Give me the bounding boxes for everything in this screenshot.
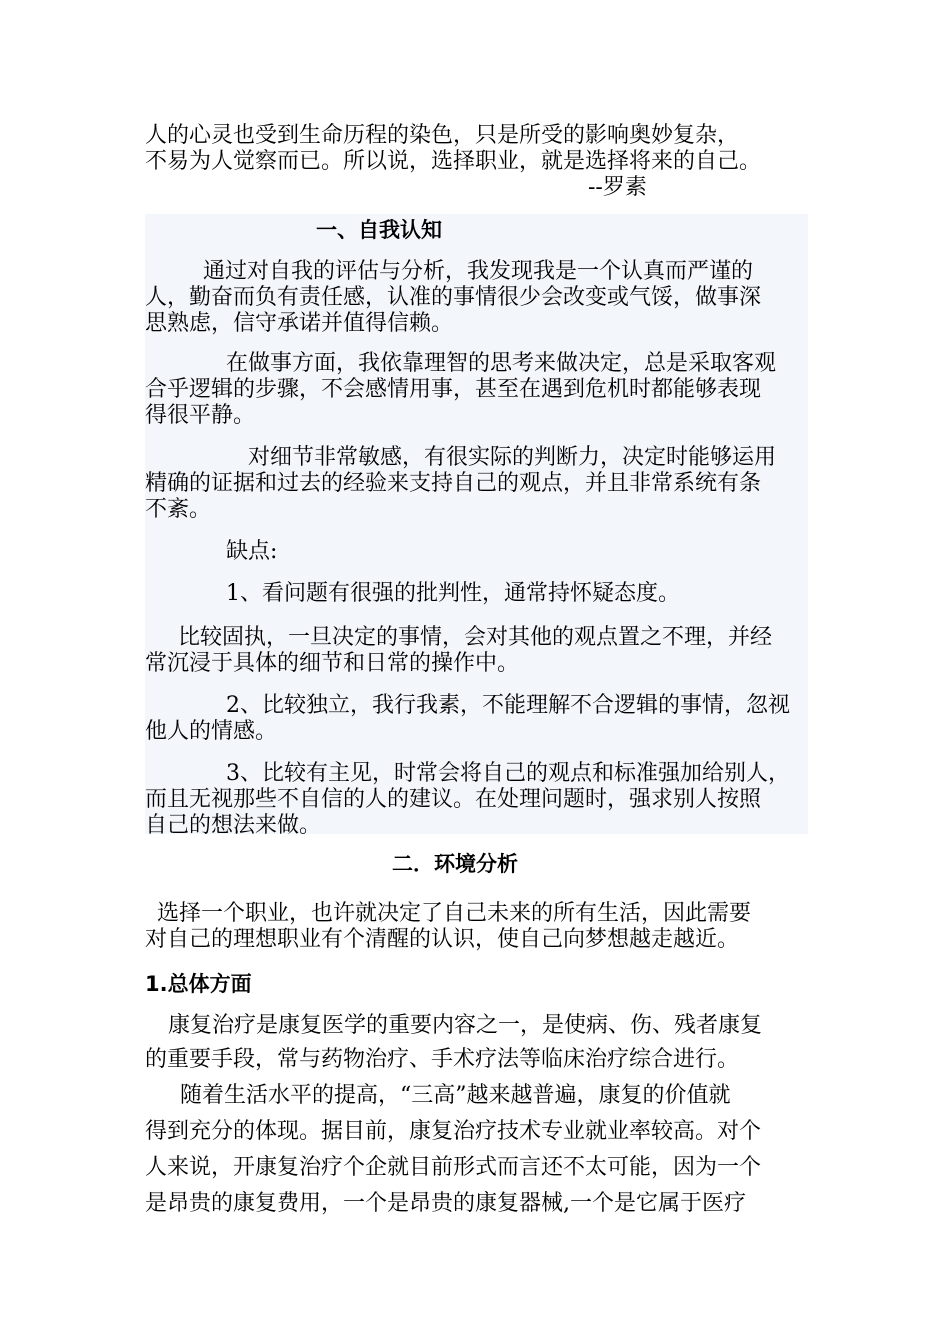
subsection-title: 1.总体方面 [145,972,252,996]
quote-author: --罗素 [588,175,647,200]
section1-title: 一、自我认知 [316,218,442,242]
s2-p1-line2: 对自己的理想职业有个清醒的认识，使自己向梦想越走越近。 [145,927,740,952]
s1-p2-line1: 在做事方面，我依靠理智的思考来做决定，总是采取客观 [226,351,777,376]
s1-p3-line1: 对细节非常敏感，有很实际的判断力，决定时能够运用 [248,445,777,470]
intro-line-2: 不易为人觉察而已。所以说，选择职业，就是选择将来的自己。 [145,149,762,174]
defects-label: 缺点: [226,539,278,564]
s1-p3-line2: 精确的证据和过去的经验来支持自己的观点，并且非常系统有条 [145,471,762,496]
s1-p1-line2: 人，勤奋而负有责任感，认准的事情很少会改变或气馁，做事深 [145,285,762,310]
defect-2-line2: 他人的情感。 [145,719,278,744]
s2-p3-line2: 得到充分的体现。据目前，康复治疗技术专业就业率较高。对个 [145,1119,762,1144]
s2-p3-line1: 随着生活水平的提高，“三高”越来越普遍，康复的价值就 [180,1083,731,1108]
s2-p1-line1: 选择一个职业，也许就决定了自己未来的所有生活，因此需要 [157,901,752,926]
s2-p3-line3: 人来说，开康复治疗个企就目前形式而言还不太可能，因为一个 [145,1155,762,1180]
intro-line-1: 人的心灵也受到生命历程的染色，只是所受的影响奥妙复杂， [145,123,740,148]
s1-p3-line3: 不紊。 [145,497,212,522]
s1-p1-line1: 通过对自我的评估与分析，我发现我是一个认真而严谨的 [203,259,754,284]
defect-1b-line1: 比较固执，一旦决定的事情，会对其他的观点置之不理，并经 [178,625,773,650]
s2-p2-line2: 的重要手段，常与药物治疗、手术疗法等临床治疗综合进行。 [145,1047,740,1072]
defect-1b-line2: 常沉浸于具体的细节和日常的操作中。 [145,651,520,676]
s1-p1-line3: 思熟虑，信守承诺并值得信赖。 [145,311,454,336]
s2-p2-line1: 康复治疗是康复医学的重要内容之一，是使病、伤、残者康复 [168,1013,763,1038]
s2-p3-line4: 是昂贵的康复费用，一个是昂贵的康复器械,一个是它属于医疗 [145,1191,746,1216]
s1-p2-line2: 合乎逻辑的步骤，不会感情用事，甚至在遇到危机时都能够表现 [145,377,762,402]
defect-2-line1: 2、比较独立，我行我素，不能理解不合逻辑的事情，忽视 [226,693,790,718]
section2-title: 二．环境分析 [392,852,518,876]
defect-3-line1: 3、比较有主见，时常会将自己的观点和标准强加给别人， [226,761,790,786]
defect-1: 1、看问题有很强的批判性，通常持怀疑态度。 [226,581,680,606]
defect-3-line2: 而且无视那些不自信的人的建议。在处理问题时，强求别人按照 [145,787,762,812]
s1-p2-line3: 得很平静。 [145,403,256,428]
defect-3-line3: 自己的想法来做。 [145,813,322,838]
